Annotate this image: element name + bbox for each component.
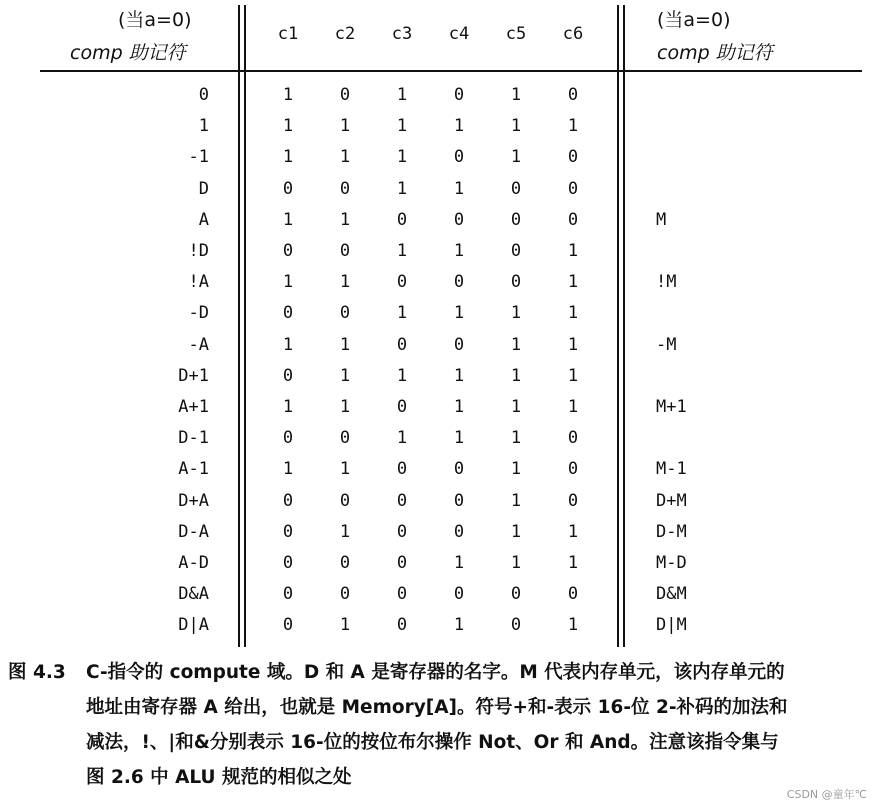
table-row [0,517,875,548]
bit-c5: 0 [510,615,522,636]
bit-c2: 1 [339,615,351,636]
bit-c1: 1 [282,459,294,480]
bit-c6: 1 [567,303,579,324]
bit-c5: 1 [510,116,522,137]
bit-c5: 1 [510,490,522,511]
bit-c1: 1 [282,334,294,355]
bit-c1: 0 [282,615,294,636]
bit-c2: 1 [339,521,351,542]
bit-c6: 0 [567,490,579,511]
comp-a1-mnemonic: D&M [656,584,687,605]
bit-c5: 0 [510,241,522,261]
table-row [0,361,875,392]
bit-c5: 1 [510,334,522,355]
left-header-note: (当a=0) [118,9,192,31]
comp-a0-mnemonic: D-1 [178,428,209,449]
bit-c2: 1 [339,459,351,480]
bit-c5: 0 [510,584,522,605]
col-header-c3: c3 [391,24,413,44]
bit-c6: 0 [567,85,579,105]
comp-a0-mnemonic: D+1 [178,365,209,386]
comp-a0-mnemonic: -D [188,303,209,324]
table-row [0,486,875,517]
bit-c1: 1 [282,272,294,293]
comp-a1-mnemonic: M+1 [656,397,687,417]
bit-c4: 1 [453,553,465,573]
caption-label: 图 4.3 [8,662,66,683]
bit-c1: 1 [282,147,294,168]
bit-c5: 1 [510,365,522,386]
bit-c3: 0 [396,272,408,293]
caption-line: 图 2.6 中 ALU 规范的相似之处 [86,767,352,788]
bit-c1: 1 [282,397,294,417]
comp-a1-mnemonic: M-D [656,553,687,573]
bit-c3: 1 [396,303,408,324]
comp-a0-mnemonic: D&A [178,584,209,605]
bit-c4: 1 [453,241,465,261]
bit-c2: 1 [339,116,351,137]
bit-c4: 1 [453,365,465,386]
bit-c2: 1 [339,272,351,293]
comp-a0-mnemonic: D|A [178,615,209,636]
comp-a0-mnemonic: A [198,209,209,230]
bit-c6: 0 [567,147,579,168]
bit-c1: 0 [282,490,294,511]
watermark: CSDN @童年℃ [786,788,867,801]
bit-c6: 1 [567,334,579,355]
bit-c4: 0 [453,209,465,230]
table-row [0,267,875,298]
comp-a0-mnemonic: !A [188,272,209,293]
bit-c5: 0 [510,178,522,199]
bit-c4: 1 [453,615,465,636]
comp-a1-mnemonic: D-M [656,521,687,542]
bit-c1: 1 [282,85,294,105]
table-row [0,298,875,329]
table-row [0,142,875,173]
bit-c4: 1 [453,397,465,417]
bit-c5: 1 [510,397,522,417]
bit-c4: 1 [453,116,465,137]
bit-c3: 0 [396,397,408,417]
bit-c1: 0 [282,584,294,605]
bit-c1: 0 [282,521,294,542]
table-row [0,174,875,205]
bit-c5: 1 [510,428,522,449]
bit-c4: 0 [453,490,465,511]
bit-c6: 1 [567,116,579,137]
bit-c5: 0 [510,209,522,230]
bit-c6: 1 [567,397,579,417]
bit-c3: 1 [396,116,408,137]
bit-c4: 1 [453,428,465,449]
bit-c2: 0 [339,178,351,199]
bit-c2: 0 [339,584,351,605]
left-header-title: comp 助记符 [70,42,186,64]
bit-c1: 0 [282,553,294,573]
table-row [0,236,875,267]
bit-c4: 0 [453,334,465,355]
bit-c5: 1 [510,147,522,168]
table-row [0,392,875,423]
bit-c3: 0 [396,209,408,230]
comp-a0-mnemonic: A-D [178,553,209,573]
right-header-title: comp 助记符 [657,42,773,64]
table-row [0,205,875,236]
bit-c3: 0 [396,521,408,542]
bit-c4: 0 [453,521,465,542]
comp-a0-mnemonic: A-1 [178,459,209,480]
comp-a0-mnemonic: !D [188,241,209,261]
bit-c3: 1 [396,428,408,449]
table-row [0,330,875,361]
caption-line: 减法，!、|和&分别表示 16-位的按位布尔操作 Not、Or 和 And。注意该指令集与 [86,732,779,753]
bit-c2: 1 [339,147,351,168]
table-row [0,548,875,579]
bit-c1: 1 [282,209,294,230]
bit-c6: 1 [567,272,579,293]
header-rule [40,70,862,72]
comp-a0-mnemonic: 1 [198,116,209,137]
bit-c3: 1 [396,147,408,168]
right-header-note: (当a=0) [657,9,731,31]
bit-c1: 1 [282,116,294,137]
bit-c3: 0 [396,615,408,636]
col-header-c4: c4 [448,24,470,44]
bit-c3: 0 [396,584,408,605]
table-row [0,423,875,454]
comp-a0-mnemonic: D [198,178,209,199]
bit-c2: 0 [339,490,351,511]
bit-c4: 0 [453,459,465,480]
table-row [0,610,875,641]
bit-c3: 1 [396,85,408,105]
bit-c6: 0 [567,584,579,605]
bit-c6: 1 [567,241,579,261]
bit-c3: 0 [396,459,408,480]
bit-c1: 0 [282,241,294,261]
bit-c5: 1 [510,303,522,324]
bit-c5: 1 [510,85,522,105]
bit-c4: 1 [453,303,465,324]
comp-a0-mnemonic: -A [188,334,209,355]
bit-c5: 1 [510,521,522,542]
comp-a1-mnemonic: D|M [656,615,687,636]
bit-c6: 0 [567,428,579,449]
bit-c2: 1 [339,397,351,417]
comp-a1-mnemonic: -M [656,334,677,355]
col-header-c5: c5 [505,24,527,44]
bit-c1: 0 [282,365,294,386]
bit-c4: 0 [453,584,465,605]
bit-c2: 0 [339,303,351,324]
table-row [0,80,875,111]
bit-c3: 1 [396,365,408,386]
bit-c3: 1 [396,241,408,261]
bit-c3: 0 [396,490,408,511]
bit-c5: 1 [510,459,522,480]
bit-c5: 0 [510,272,522,293]
table-row [0,111,875,142]
comp-a1-mnemonic: D+M [656,490,687,511]
bit-c2: 1 [339,334,351,355]
comp-a0-mnemonic: -1 [188,147,209,168]
comp-a1-mnemonic: M-1 [656,459,687,480]
bit-c2: 0 [339,241,351,261]
bit-c6: 0 [567,459,579,480]
bit-c4: 1 [453,178,465,199]
bit-c2: 0 [339,85,351,105]
bit-c4: 0 [453,272,465,293]
col-header-c1: c1 [277,24,299,44]
bit-c1: 0 [282,303,294,324]
bit-c3: 1 [396,178,408,199]
bit-c2: 0 [339,553,351,573]
bit-c2: 1 [339,209,351,230]
bit-c6: 0 [567,178,579,199]
caption-line: 地址由寄存器 A 给出，也就是 Memory[A]。符号+和-表示 16-位 2-补码的加法和 [86,697,788,718]
bit-c4: 0 [453,147,465,168]
comp-a1-mnemonic: !M [656,272,677,293]
bit-c6: 1 [567,365,579,386]
bit-c3: 0 [396,334,408,355]
bit-c6: 1 [567,615,579,636]
figure-caption [0,655,875,805]
comp-a0-mnemonic: D+A [178,490,209,511]
col-header-c2: c2 [334,24,356,44]
bit-c5: 1 [510,553,522,573]
table-row [0,579,875,610]
col-header-c6: c6 [562,24,584,44]
comp-a1-mnemonic: M [656,209,667,230]
comp-a0-mnemonic: A+1 [178,397,209,417]
bit-c4: 0 [453,85,465,105]
bit-c1: 0 [282,178,294,199]
bit-c2: 1 [339,365,351,386]
comp-a0-mnemonic: 0 [198,85,209,105]
comp-a0-mnemonic: D-A [178,521,209,542]
table-row [0,454,875,485]
bit-c1: 0 [282,428,294,449]
bit-c6: 0 [567,209,579,230]
bit-c6: 1 [567,521,579,542]
bit-c6: 1 [567,553,579,573]
bit-c3: 0 [396,553,408,573]
caption-line: C-指令的 compute 域。D 和 A 是寄存器的名字。M 代表内存单元，该内存单元的 [86,662,785,683]
bit-c2: 0 [339,428,351,449]
